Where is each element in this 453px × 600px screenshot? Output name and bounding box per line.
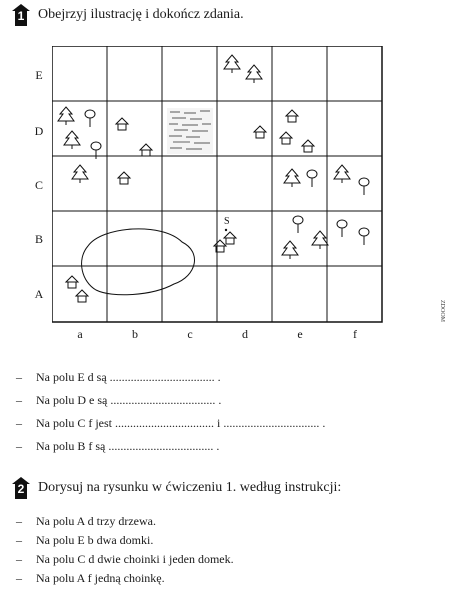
- marsh-icon: [167, 108, 213, 154]
- instruction-2: – Na polu E b dwa domki.: [16, 533, 154, 547]
- instruction-4: – Na polu A f jedną choinkę.: [16, 571, 165, 585]
- instruction-text: Na polu A f jedną choinkę.: [36, 571, 165, 585]
- row-label-e: E: [35, 68, 43, 82]
- pond-icon: [82, 229, 195, 295]
- deciduous-tree-icon: [85, 110, 95, 127]
- sentence-2: – Na polu D e są ................................... .: [16, 393, 222, 407]
- task-1-header: [12, 4, 244, 26]
- task-2-header: [12, 477, 341, 499]
- house-icon: [66, 276, 78, 288]
- instruction-1: – Na polu A d trzy drzewa.: [16, 514, 156, 528]
- task-1-badge: [12, 4, 30, 26]
- sentence-text: Na polu D e są ................................... .: [36, 393, 222, 407]
- task-2-badge: [12, 477, 30, 499]
- house-icon: [224, 232, 236, 244]
- house-icon: [254, 126, 266, 138]
- sentence-1: – Na polu E d są ................................... .: [16, 370, 221, 384]
- house-icon: [302, 140, 314, 152]
- house-icon: [214, 240, 226, 252]
- task-2-number: 2: [17, 482, 25, 496]
- sentence-text: Na polu E d są ................................... .: [36, 370, 221, 384]
- conifer-icon: [58, 107, 74, 125]
- conifer-icon: [224, 55, 240, 73]
- instruction-3: – Na polu C d dwie choinki i jeden domek.: [16, 552, 234, 566]
- house-icon: [76, 290, 88, 302]
- grid-lines: [52, 46, 382, 322]
- col-label-f: f: [353, 327, 357, 341]
- deciduous-tree-icon: [337, 220, 347, 237]
- deciduous-tree-icon: [359, 228, 369, 245]
- row-label-c: C: [34, 178, 43, 192]
- deciduous-tree-icon: [307, 170, 317, 187]
- instruction-text: Na polu E b dwa domki.: [36, 533, 154, 547]
- col-label-d: d: [242, 327, 248, 341]
- col-label-a: a: [77, 327, 83, 341]
- house-icon: [118, 172, 130, 184]
- col-label-e: e: [297, 327, 303, 341]
- side-mark: ZDOOM: [439, 300, 445, 322]
- deciduous-tree-icon: [359, 178, 369, 195]
- sentence-text: Na polu C f jest ................................. i ................................ .: [36, 416, 326, 430]
- sentence-3: – Na polu C f jest ................................. i ................................ .: [16, 416, 326, 430]
- house-icon: [116, 118, 128, 130]
- conifer-icon: [72, 165, 88, 183]
- conifer-icon: [246, 65, 262, 83]
- sentence-text: Na polu B f są ................................... .: [36, 439, 220, 453]
- row-label-d: D: [34, 124, 44, 138]
- school-marker: S: [224, 216, 230, 227]
- row-label-b: B: [34, 232, 43, 246]
- house-icon: [140, 144, 152, 156]
- task-1-text: Obejrzyj ilustrację i dokończ zdania.: [38, 7, 244, 22]
- conifer-icon: [334, 165, 350, 183]
- instruction-text: Na polu C d dwie choinki i jeden domek.: [36, 552, 234, 566]
- school-dot: [225, 229, 227, 231]
- conifer-icon: [312, 231, 328, 249]
- task-1-number: 1: [17, 9, 25, 23]
- task-2-text: Dorysuj na rysunku w ćwiczeniu 1. według instrukcji:: [38, 480, 342, 495]
- col-label-c: c: [187, 327, 193, 341]
- conifer-icon: [284, 169, 300, 187]
- instruction-text: Na polu A d trzy drzewa.: [36, 514, 156, 528]
- map-grid: [52, 46, 442, 346]
- house-icon: [280, 132, 292, 144]
- conifer-icon: [282, 241, 298, 259]
- sentence-4: – Na polu B f są ................................... .: [16, 439, 220, 453]
- deciduous-tree-icon: [293, 216, 303, 233]
- conifer-icon: [64, 131, 80, 149]
- house-icon: [286, 110, 298, 122]
- row-label-a: A: [34, 287, 44, 301]
- col-label-b: b: [132, 327, 138, 341]
